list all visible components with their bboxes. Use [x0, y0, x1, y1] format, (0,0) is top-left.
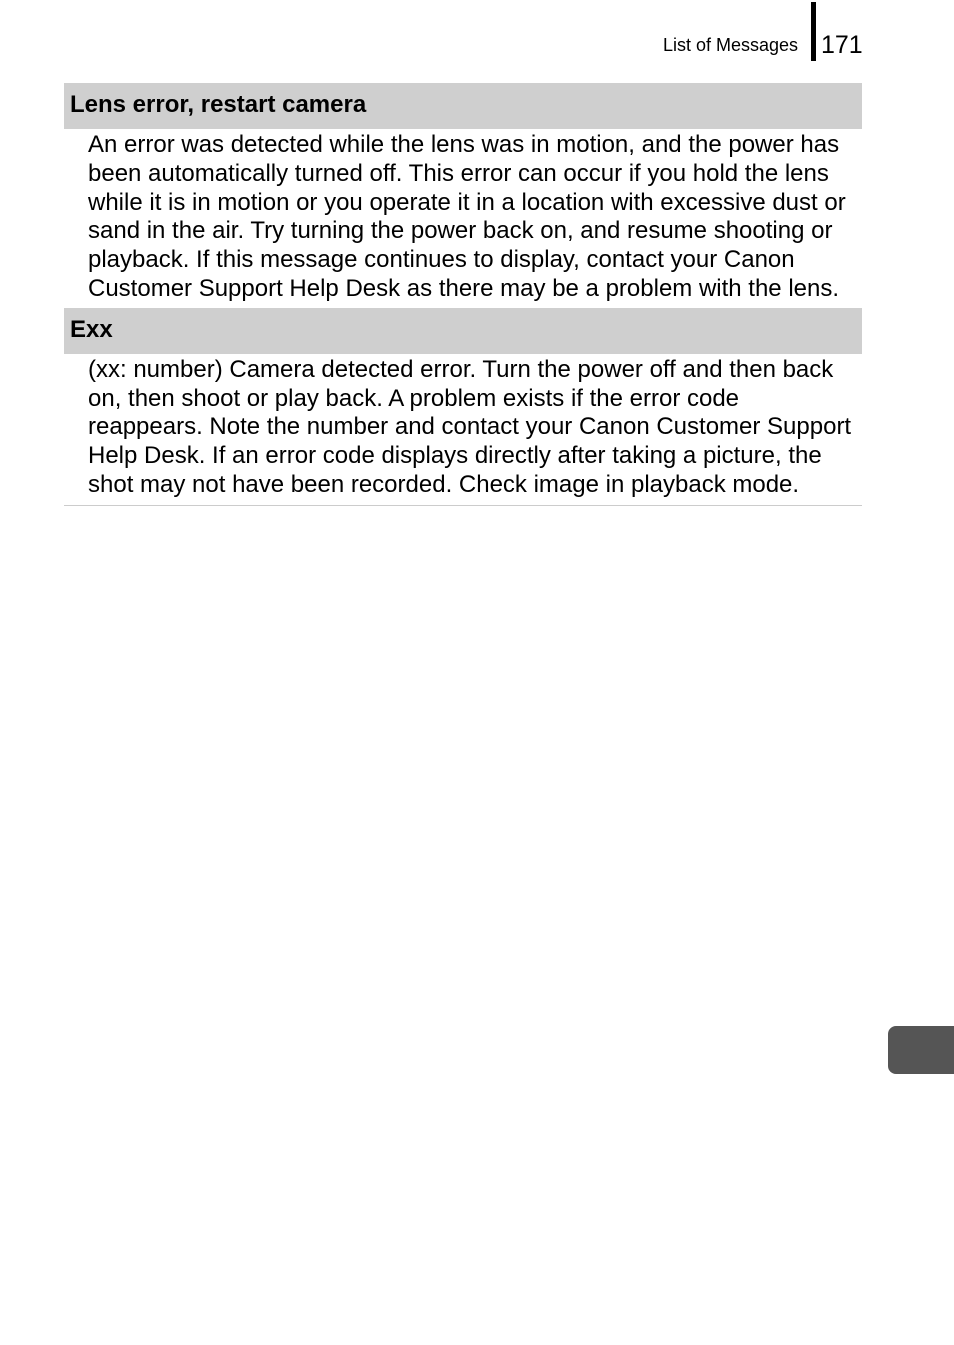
page-number: 171 — [821, 31, 863, 59]
section-title: List of Messages — [662, 35, 798, 55]
header-divider-bar — [811, 2, 816, 61]
message-table — [64, 83, 862, 506]
message-body-lens-error: An error was detected while the lens was in motion, and the power has been automatically turned off. This error can occur if you hold the lens while it is in motion or you operate it in a location with excessive dust or sand in the air. Try turning the power back on, and resume shooting or playback. If this message continues to display, contact your Canon Customer Support Help Desk as there may be a problem with the lens. — [88, 131, 846, 302]
message-heading-lens-error: Lens error, restart camera — [64, 83, 862, 129]
message-body-exx: (xx: number) Camera detected error. Turn the power off and then back on, then shoot or play back. A problem exists if the error code reappears. Note the number and contact your Canon Customer Support Help Desk. If an error code displays directly after taking a picture, the shot may not have been recorded. Check image in playback mode. — [64, 354, 862, 506]
message-heading-exx: Exx — [64, 308, 862, 354]
chapter-side-tab — [888, 1026, 954, 1074]
